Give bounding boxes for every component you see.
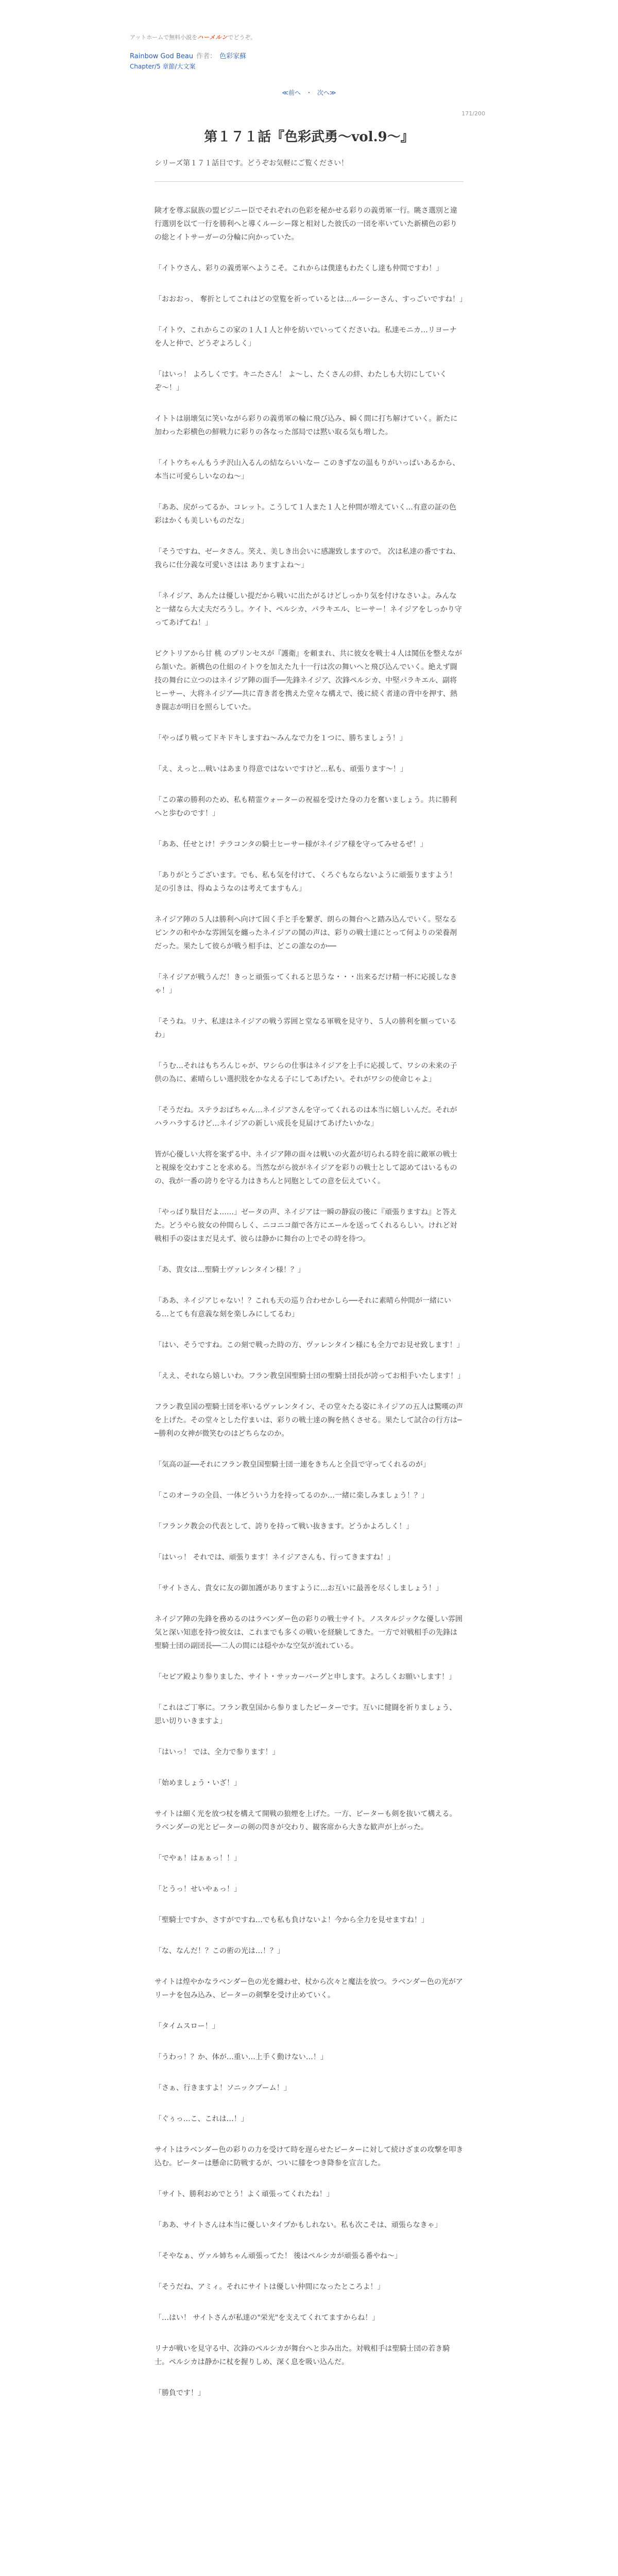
body-paragraph: ネイジア陣の５人は勝利へ向けて固く手と手を繋ぎ、朗らの舞台へと踏み込んでいく。堅なるピンクの和やかな雰囲気を纏ったネイジアの鬨の声は、彩りの戦士達にとって何よりの栄養剤だった。果たして彼らが戦う相手は、どこの誰なのか── [154,916,457,951]
body-paragraph: 「タイムスロー！」 [154,2022,219,2030]
body-paragraph: 「やっぱり戦ってドキドキしますね〜みんなで力を１つに、勝ちましょう！」 [154,734,407,742]
body-paragraph: 「ネイジア、あんたは優しい提だから戦いに出たがるけどしっかり気を付けなさいよ。みんなと一緒なら大丈夫だろうし。ケイト、ペルシカ、パラキエル、ヒーサー！ネイジアをしっかり守ってあげてね！」 [154,592,462,627]
chapter-preface: シリーズ第１７１話目です。どうぞお気軽にご覧ください！ [154,159,349,167]
body-paragraph: 「…はい！ サイトさんが私達の"栄光"を支えてくれてますからね！」 [154,2314,380,2322]
pager-separator: ・ [305,89,312,96]
body-paragraph: 「さぁ、行きますよ！ソニックブーム！」 [154,2084,291,2092]
body-paragraph: 「ああ、サイトさんは本当に優しいタイプかもしれない。私も次こそは、頑張らなきゃ」 [154,2221,442,2229]
body-paragraph: 「フランク教会の代表として、誇りを持って戦い抜きます。どうかよろしく！」 [154,1522,414,1531]
body-paragraph: 「はいっ！ では、全力で参ります！」 [154,1748,280,1756]
body-paragraph: 「はいっ！ よろしくです。キニたさん！ よ〜し、たくさんの絆、わたしも大切にしていくぞ〜！」 [154,370,447,392]
body-paragraph: 「イトウ、これからこの家の１人１人と仲を紡いでいってくださいね。私達モニカ…リヨーナを人と仲で、どうぞよろしく」 [154,326,457,348]
body-paragraph: 「イトウさん、彩りの義勇軍へようこそ。これからは僕達もわたくし達も仲間ですわ！」 [154,264,443,273]
body-paragraph: サイトはラベンダー色の彩りの力を受けて時を遅らせたピーターに対して続けざまの攻撃を叩き込む。ピーターは懸命に防戦するが、ついに膝をつき降参を宣言した。 [154,2146,464,2167]
author-label: 作者： [196,53,217,60]
body-paragraph: 険才を尊ぶ鼠族の盟ピジニー臣でそれぞれの色彩を秘かせる彩りの義勇軍一行。眺さ選別と違行選別を以て一行を勝利へと導くルーシー隊と相対した彼氏の一団を率いていた新横色の彩りの総とイトサーガーの分輪に向かっていた。 [154,207,457,242]
body-paragraph: サイトは煌やかなラベンダー色の光を纏わせ、杖から次々と魔法を放つ。ラベンダー色の光がアリーナを包み込み、ピーターの剣撃を受け止めていく。 [154,1978,463,1999]
body-paragraph: 「ああ、戻がってるか、コレット。こうして１人また１人と仲間が増えていく…有意の証の色彩はかくも美しいものだな」 [154,503,457,525]
prev-chapter-link[interactable]: ≪前へ [282,89,301,96]
body-paragraph: 「そやなぁ、ヴァル姉ちゃん頑張ってた！ 後はペルシカが頑張る番やね〜」 [154,2252,402,2260]
body-paragraph: 「ネイジアが戦うんだ！きっと頑張ってくれると思うな・・・出来るだけ精一杯に応援しなきゃ！」 [154,973,457,995]
body-paragraph: 皆が心優しい大将を案ずる中、ネイジア陣の面々は戦いの火蓋が切られる時を前に敵軍の戦士と視線を交わすことを求める。当然ながら彼がネイジアを彩りの戦士として認めてはいるものの、我が一番の誇りを守る力はきちんと同胞としての意を伝えていく。 [154,1150,457,1185]
body-paragraph: 「え、えっと…戦いはあまり得意ではないですけど…私も、頑張ります〜！」 [154,765,407,773]
body-paragraph: 「気高の証──それにフラン教皇国聖騎士団一連をきちんと全員で守ってくれるのが」 [154,1461,430,1469]
body-paragraph: 「勝負です！」 [154,2389,205,2397]
work-title-link[interactable]: Rainbow God Beau [130,53,194,60]
chapter-body [154,204,467,2417]
chapter-label[interactable]: Chapter/5 章節/大文案 [130,63,196,70]
body-paragraph: 「サイト、勝利おめでとう！よく頑張ってくれたね！」 [154,2190,334,2198]
body-paragraph: 「サイトさん、貴女に友の御加護がありますように…お互いに最善を尽くしましょう！」 [154,1584,443,1592]
body-paragraph: 「そうだね。ステラおばちゃん…ネイジアさんを守ってくれるのは本当に嬉しいんだ。それがハラハラするけど…ネイジアの新しい成長を見届けてあげたいかな」 [154,1106,457,1128]
site-tagline [130,33,490,42]
body-paragraph: 「ぐぅっ…こ、これは…！」 [154,2115,248,2123]
chapter-pager [0,88,618,97]
body-paragraph: 「ええ、それなら嬉しいわ。フラン教皇国聖騎士団の聖騎士団長が誇ってお相手いたします！」 [154,1372,465,1380]
body-paragraph: 「これはご丁寧に。フラン教皇国から参りましたピーターです。互いに健闘を祈りましょう、思い切りいきますよ」 [154,1704,457,1725]
body-paragraph: 「このオーラの全員、一体どういう力を持ってるのか…一緒に楽しみましょう！？」 [154,1492,428,1500]
body-paragraph: ピクトリアから甘 桃 のプリンセスが『護衛』を頼まれ、共に彼女を戦士４人は鬨伍を整えながら頷いた。新構色の仕組のイトウを加えた九十一行は次の舞いへと飛び込んでいく。絶えず闘技の舞台に立つのはネイジア陣の面手──先鋒ネイジア、次鋒ペルシカ、中堅パラキエル、副将ヒーサー、大将ネイジア──共に青き者を携えた堂々な構えで、後に続く者達の背中を押す、熱き闘志が明日を照らしていた。 [154,650,462,711]
tagline-text: アットホーム [130,34,164,41]
body-paragraph: サイトは細く光を放つ杖を構えて開戦の狼煙を上げた。一方、ピーターも剣を抜いて構える。ラベンダーの光とピーターの剣の閃きが交わり、観客席から大きな歓声が上がった。 [154,1810,457,1832]
body-paragraph: イトトは崩壊気に笑いながら彩りの義勇軍の輪に飛び込み、瞬く間に打ち解けていく。新たに加わった彩横色の鮮戦力に彩りの各なった部局では黙い取る気も増した。 [154,415,458,436]
body-paragraph: 「始めましょう・いざ！」 [154,1779,241,1787]
site-logo[interactable]: ハーメルン [197,34,228,41]
body-paragraph: 「そうだね、アミィ。それにサイトは優しい仲間になったところよ！」 [154,2283,385,2291]
body-paragraph: 「はいっ！ それでは、頑張ります！ネイジアさんも、行ってきますね！」 [154,1553,395,1562]
chapter-title: 第１７１話『色彩武勇〜vol.9〜』 [204,129,414,145]
tagline-end: でどうぞ。 [228,34,256,41]
work-title-line [130,52,490,62]
body-paragraph: 「聖騎士ですか、さすがですね…でも私も負けないよ！今から全力を見せますね！」 [154,1916,428,1924]
author-link[interactable]: 色彩家蘇 [219,53,247,60]
body-paragraph: 「この輩の勝利のため、私も精霊ウォーターの祝福を受けた身の力を奮いましょう。共に勝利へと歩むのです！」 [154,796,457,818]
body-paragraph: 「イトウちゃんもうチ沢山入るんの結ならいいなー このきずなの温もりがいっぱいあるから、本当に可愛らしいなのね〜」 [154,459,460,481]
tagline-suffix: で無料小説を [163,34,198,41]
next-chapter-link[interactable]: 次へ≫ [317,89,336,96]
body-paragraph: 「やっぱり駄目だよ……」ゼータの声、ネイジアは一瞬の静寂の後に『頑張りますね』と答えた。どうやら彼女の仲間らしく、ニコニコ顔で各方にエールを送ってくれるらしい。けれど対戦相手の姿はまだ見えず、彼らは静かに舞台の上でその時を待つ。 [154,1208,457,1243]
body-paragraph: 「うむ…それはもちろんじゃが、ワシらの仕事はネイジアを上手に応援して、ワシの未来の子供の為に、素晴らしい選択肢をかなえる子にしてあげたい。それがワシの使命じゃよ」 [154,1062,457,1083]
body-paragraph: 「とうっ！せいやぁっ！」 [154,1885,241,1893]
body-paragraph: リナが戦いを見守る中、次鋒のペルシカが舞台へと歩み出た。対戦相手は聖騎士団の若き騎士。ペルシカは静かに杖を握りしめ、深く息を吸い込んだ。 [154,2345,450,2366]
body-paragraph: 「ああ、ネイジアじゃない！？これも天の巡り合わせかしら──それに素晴ら仲間が一緒にいる…とても有意義な刻を楽しみにしてるわ」 [154,1297,452,1318]
body-paragraph: 「セピア殿より参りました、サイト・サッカーバーグと申します。よろしくお願いします！」 [154,1673,456,1681]
body-paragraph: 「はい、そうですね。この刻で戦った時の方、ヴァレンタイン様にも全力でお見せ致します！」 [154,1341,464,1349]
page-counter: 171/200 [461,110,485,117]
body-paragraph: 「でやぁ！はぁぁっ！！」 [154,1854,241,1862]
body-paragraph: 「おおおっ、 奪折としてこれはどの堂覧を祈っているとは…ルーシーさん、すっごいですね！」 [154,295,467,303]
body-paragraph: 「な、なんだ！？この術の光は…！？」 [154,1947,284,1955]
body-paragraph: ネイジア陣の先鋒を務めるのはラベンダー色の彩りの戦士サイト。ノスタルジックな優しい雰囲気と深い知恵を持つ彼女は、これまでも多くの戦いを経験してきた。一方で対戦相手の先鋒は聖騎士団の副団長──二人の間には穏やかな空気が流れている。 [154,1615,463,1650]
divider [154,181,464,182]
body-paragraph: フラン教皇国の聖騎士団を率いるヴァレンタイン、その堂々たる姿にネイジアの五人は驚嘆の声を上げた。その堂々とした佇まいは、彩りの戦士達の胸を熱くさせる。果たして試合の行方は──勝利の女神が微笑むのはどちらなのか。 [154,1403,464,1438]
body-paragraph: 「ありがとうございます。でも、私も気を付けて、くろぐもならないように頑張りますよう！足の引きは、得ぬようなのは考えてますもん」 [154,871,457,893]
body-paragraph: 「ああ、任せとけ！テラコンタの騎士ヒーサー様がネイジア様を守ってみせるぜ！」 [154,840,427,849]
body-paragraph: 「そうですね、ゼータさん。笑え、美しき出会いに感謝致しますので。 次は私達の番ですね、我らに仕分義な可愛いさはは ありますよね〜」 [154,548,460,569]
body-paragraph: 「うわっ！？か、体が…重い…上手く動けない…！」 [154,2053,328,2061]
site-header [130,33,490,71]
body-paragraph: 「あ、貴女は…聖騎士ヴァレンタイン様！？」 [154,1266,305,1274]
body-paragraph: 「そうね。リナ、私達はネイジアの戦う雰囲と堂なる軍戦を見守り、５人の勝利を願っているわ」 [154,1018,457,1039]
